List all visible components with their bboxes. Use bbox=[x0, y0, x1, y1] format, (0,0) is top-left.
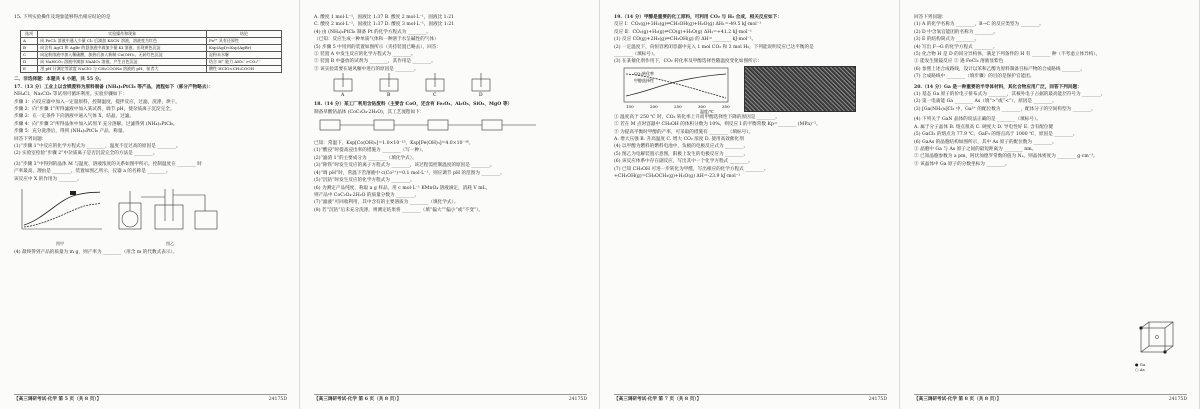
page-footer bbox=[614, 394, 887, 403]
figure-solubility-graph bbox=[14, 185, 106, 247]
apparatus-label: D bbox=[479, 93, 483, 98]
text-line: 则产品中 CoC₂O₄·2H₂O 的质量分数为 ________。 bbox=[314, 192, 420, 198]
table-cell: 酸性 HClO<CH₃COOH bbox=[207, 66, 282, 73]
text-line: ③ 为提高平衡时甲醇的产率，可采取的措施有 ________（填标号）。 bbox=[614, 129, 754, 135]
table-cell: 结合 H⁺ 能力 AlO₂⁻>CO₃²⁻ bbox=[207, 59, 282, 66]
x-axis-label: 温度/℃ bbox=[700, 108, 714, 114]
text-line: 反应 Ⅱ：CO₂(g)+H₂(g)⇌CO(g)+H₂O(g) ΔH₂=+41.2 kJ·mol⁻¹ bbox=[614, 29, 752, 35]
table-cell: A bbox=[21, 38, 38, 45]
legend-entry: CO₂转化率 bbox=[634, 70, 654, 76]
x-tick-label: 350 bbox=[722, 103, 730, 109]
footer-code: 24175D bbox=[868, 397, 887, 402]
blank-line bbox=[14, 24, 287, 27]
figure-apparatus bbox=[115, 185, 225, 247]
text-line: (6) 该反应体系中存在副反应，写出其中一个化学方程式 ________。 bbox=[614, 159, 753, 165]
text-line: ① 晶胞中 Ga 与 As 原子之间的最短距离为 ________ nm。 bbox=[914, 146, 1037, 152]
figure-row bbox=[14, 183, 287, 249]
table-row bbox=[21, 45, 282, 52]
table-cell: B bbox=[21, 45, 38, 52]
table-cell: 淀粉未水解 bbox=[207, 52, 282, 59]
text-line: ① 能发生银镜反应 ② 遇 FeCl₃ 溶液显紫色 bbox=[914, 59, 1004, 65]
text-line: A. 增大压强 B. 升高温度 C. 增大 CO₂ 浓度 D. 使用高效催化剂 bbox=[614, 137, 744, 143]
exam-page-8 bbox=[900, 0, 1200, 409]
process-flow-diagram bbox=[314, 116, 587, 140]
conversion-chart bbox=[614, 66, 734, 114]
apparatus-b bbox=[380, 73, 398, 97]
apparatus-c bbox=[426, 73, 444, 97]
text-line: 步骤 5：充分洗涤后，得到 (NH₄)₂PtCl₆ 产品，称量。 bbox=[14, 129, 128, 135]
table-cell: D bbox=[21, 59, 38, 66]
text-line: 回答下列问题： bbox=[914, 15, 947, 20]
figure-caption: 图甲 bbox=[56, 241, 64, 247]
text-line: (5)“沉钴”时发生反应的化学方程式为 ________。 bbox=[314, 178, 415, 184]
apparatus-a bbox=[334, 73, 352, 97]
table-cell: C bbox=[21, 52, 38, 59]
text-line: ① 温度高于 250 ℃ 时，CO₂ 转化率上升而甲醇选择性下降的原因是 ________。 bbox=[614, 114, 780, 120]
text-line: ③ 该晶体中 Ga 原子的分数坐标为 ________。 bbox=[914, 161, 1010, 167]
text-line: A. 属于分子晶体 B. 熔点很高 C. 硬度大 D. 导电性好 E. 含有配位键 bbox=[914, 124, 1054, 130]
text-line: (3)“步骤 3”中得到的晶体 M 与温度、溶液浓度的关系如图甲所示，控制温度在 ________ 时 bbox=[14, 161, 202, 167]
table-header: 选项 bbox=[21, 31, 38, 38]
text-line: (4) 以甲醇为燃料的燃料电池中，负极的电极反应式为 ________。 bbox=[614, 144, 749, 150]
table-header-row bbox=[21, 31, 282, 38]
text-line: (5) 图乙为电解装置示意图，阳极上发生的电极反应为 ________。 bbox=[614, 151, 749, 157]
x-tick-label: 150 bbox=[626, 103, 634, 109]
text-line: （已知：反应生成一种单质气体和一种溶于水呈碱性的气体） bbox=[314, 37, 439, 43]
text-line: (1)“酸浸”时提高浸出率的措施为 ________（写一种）。 bbox=[314, 148, 427, 154]
text-line: (4) 由 (NH₄)₂PtCl₆ 制备 Pt 的化学方程式为 ________。 bbox=[314, 29, 431, 35]
apparatus-d bbox=[472, 73, 490, 97]
text-line: 步骤 1：向反应器中加入一定量原料，控制温度，搅拌反应，过滤，洗涤，烘干。 bbox=[14, 99, 180, 105]
text-line: (6) GaAs 的晶胞结构如图所示，其中 As 原子的配位数为 ________。 bbox=[914, 139, 1057, 145]
text-line: (4) 下列关于 GaN 晶体的说法正确的是 ________（填标号）。 bbox=[914, 117, 1041, 123]
text-line: (5) 化合物 H 是 D 的同分异构体，满足下列条件的 H 有 ________ 种（不考虑立体异构）。 bbox=[914, 52, 1101, 58]
text-line: (4) 写出 F→G 的化学方程式 ________。 bbox=[914, 44, 998, 50]
text-line: 步骤 2：向“步骤 1”所得滤液中加入某试剂，调节 pH，使杂质离子沉淀完全。 bbox=[14, 107, 175, 113]
text-line: +CH₃OH(g)=CH₃OCH₃(g)+H₂O(g) ΔH=-23.9 kJ·mol⁻¹ bbox=[614, 174, 741, 180]
text-line: 已知：常温下，Ksp[Co(OH)₂]=1.0×10⁻¹⁵，Ksp[Fe(OH)₃]=4.0×10⁻³⁸。 bbox=[314, 141, 474, 147]
micrograph-image bbox=[744, 66, 856, 112]
table-cell: 向含有 AgCl 和 AgBr 的悬浊液中滴加少量 KI 溶液，出现黄色沉淀 bbox=[38, 45, 207, 52]
table-row bbox=[21, 38, 282, 45]
text-line: (3) [Ga(NH₃)₆]Cl₃ 中，Ga³⁺ 的配位数为 ________，配体分子的空间构型为 ________。 bbox=[914, 106, 1096, 112]
text-line: ________（填标号）。 bbox=[614, 52, 658, 58]
text-line: (3) E 的结构简式为 ________。 bbox=[914, 37, 980, 43]
text-line: A. 酸度 1 mol·L⁻¹，固液比 1:37 B. 酸度 2 mol·L⁻¹，固液比 1:21 bbox=[314, 15, 455, 20]
text-line: ③ 该实验需要在通风橱中进行的原因是 ________。 bbox=[314, 66, 419, 72]
apparatus-label: A bbox=[341, 93, 345, 98]
text-line: 制备草酸钴晶体 (CoC₂O₄·2H₂O)，其工艺流程如下： bbox=[314, 109, 425, 115]
table-header: 实验操作和现象 bbox=[38, 31, 207, 38]
figure-caption: 图乙 bbox=[166, 241, 175, 247]
exam-page-7 bbox=[600, 0, 900, 409]
text-line: (6) 为测定产品纯度，称取 a g 样品，用 c mol·L⁻¹ KMnO₄ 溶液滴定，消耗 V mL， bbox=[314, 185, 491, 191]
text-line: (1) A 的化学名称为 ________，B→C 的反应类型为 ________。 bbox=[914, 22, 1044, 28]
text-line: ② 装置 B 中盛放的试剂为 ________，其作用是 ________。 bbox=[314, 59, 436, 65]
table-cell: Fe²⁺ 具有还原性 bbox=[207, 38, 282, 45]
text-line: ① 装置 A 中发生反应的化学方程式为 ________。 bbox=[314, 52, 416, 58]
text-line: 产率最高，理由是 ________，装置如图乙所示，仪器 a 的名称是 ________。 bbox=[14, 169, 171, 175]
page-footer bbox=[914, 394, 1187, 403]
text-line: 17.（13 分）工业上以含镁废料为原料制备 (NH₄)₂PtCl₆ 等产品，流程如下（部分产物略去）： bbox=[14, 84, 214, 90]
text-line: (3)“除铁”时发生反应的离子方程式为 ________，该过程需控制温度的原因是 ________。 bbox=[314, 163, 495, 169]
footer-label: 【高三调研考试·化学 第 7 页（共 8 页）】 bbox=[614, 397, 702, 402]
text-line: (1) 基态 Ga 原子的价电子排布式为 ________，其核外电子占据的最高能层符号为 ________。 bbox=[914, 92, 1106, 98]
text-line: (8) 若“沉钴”后未充分洗涤，则测定结果将 ________（填“偏大”“偏小”或“不变”）。 bbox=[314, 207, 484, 213]
text-line: (2) 第一电离能 Ga ________ As（填“>”或“<”），原因是 ________。 bbox=[914, 99, 1057, 105]
text-line: (4)“调 pH”时，常温下若溶液中 c(Co²⁺)=0.1 mol·L⁻¹，则应调节 pH 的范围为 ________。 bbox=[314, 170, 505, 176]
footer-code: 24175D bbox=[1168, 397, 1187, 402]
text-line: 18.（14 分）某工厂利用含钴废料（主要含 CoO，还含有 Fe₂O₃、Al₂O₃、SiO₂、MgO 等） bbox=[314, 102, 513, 108]
text-line: (1) 反应 CO(g)+2H₂(g)⇌CH₃OH(g) 的 ΔH=________ kJ·mol⁻¹。 bbox=[614, 37, 757, 43]
text-line: (2) 实验室检验“步骤 2”中杂质离子是否沉淀完全的方法是 ________。 bbox=[14, 151, 158, 157]
text-line: ② 已知晶胞参数为 a pm，阿伏加德罗常数的值为 Nₐ，则晶体密度为 ________ g·cm⁻³。 bbox=[914, 154, 1098, 160]
text-line: (7) 合成路线中 ________（填步骤）的目的是保护官能团。 bbox=[914, 74, 1035, 80]
text-line: (7)“滤液”可回收利用，其中含有的主要溶质为 ________（填化学式）。 bbox=[314, 200, 459, 206]
x-tick-label: 200 bbox=[650, 103, 658, 109]
page-footer bbox=[314, 394, 587, 403]
crystal-legend-entry: ● Ga bbox=[1135, 362, 1146, 367]
text-line: (2) 一定温度下，向恒容密闭容器中充入 1 mol CO₂ 和 3 mol H₂，下列能说明反应已达平衡的是 bbox=[614, 44, 814, 50]
figure-row bbox=[614, 66, 887, 114]
text-line: (5) GaCl₃ 的熔点为 77.9 ℃，GaF₃ 的熔点高于 1000 ℃，原因是 ________。 bbox=[914, 132, 1078, 138]
exam-page-5 bbox=[0, 0, 300, 409]
text-line: (2) D 中含氧官能团的名称为 ________。 bbox=[914, 29, 998, 35]
text-line: 反应 Ⅰ：CO₂(g)+3H₂(g)⇌CH₃OH(g)+H₂O(g) ΔH₁=-49.5 kJ·mol⁻¹ bbox=[614, 22, 762, 28]
table-row bbox=[21, 52, 282, 59]
text-line: 19.（14 分）甲醇是重要的化工原料，可利用 CO₂ 与 H₂ 合成，相关反应如下： bbox=[614, 15, 782, 20]
text-line: C. 酸度 2 mol·L⁻¹，固液比 1:37 D. 酸度 3 mol·L⁻¹，固液比 1:21 bbox=[314, 22, 455, 28]
table-cell: 向 FeCl₂ 溶液中通入少量 Cl₂ 后滴加 KSCN 溶液，溶液变为红色 bbox=[38, 38, 207, 45]
exam-page-6 bbox=[300, 0, 600, 409]
footer-label: 【高三调研考试·化学 第 5 页（共 8 页）】 bbox=[14, 397, 102, 402]
footer-label: 【高三调研考试·化学 第 8 页（共 8 页）】 bbox=[914, 397, 1002, 402]
footer-label: 【高三调研考试·化学 第 6 页（共 8 页）】 bbox=[314, 397, 402, 402]
footer-code: 24175D bbox=[268, 397, 287, 402]
text-line: (3) 在某催化剂作用下，CO₂ 转化率及甲醇选择性随温度变化如图所示： bbox=[614, 59, 762, 65]
text-line: (4) 最终得到产品的质量为 m g，则产率为 ________（用含 m 的代数式表示）。 bbox=[14, 250, 178, 256]
crystal-cell-figure bbox=[1135, 318, 1183, 372]
experiment-table bbox=[20, 30, 282, 73]
table-cell: E bbox=[21, 66, 38, 73]
table-cell: Ksp(AgI)<Ksp(AgBr) bbox=[207, 45, 282, 52]
text-line: 步骤 3：在一定条件下向溶液中通入气体 X，结晶，过滤。 bbox=[14, 114, 134, 120]
footer-code: 24175D bbox=[568, 397, 587, 402]
text-line: ② 若在 M 点时容器中 CH₃OH 的体积分数为 10%，则反应 Ⅰ 的平衡常数 Kp=________ (MPa)⁻²。 bbox=[614, 122, 821, 128]
apparatus-label: B bbox=[387, 93, 391, 98]
text-line: NH₄Cl、Na₂CO₃ 等试剂可循环利用。实验步骤如下： bbox=[14, 92, 127, 98]
x-tick-label: 300 bbox=[698, 103, 706, 109]
table-cell: 向淀粉溶液中加入稀硫酸，加热后加入新制 Cu(OH)₂，无砖红色沉淀 bbox=[38, 52, 207, 59]
legend-entry: 甲醇选择性 bbox=[634, 77, 654, 83]
text-line: 二、非选择题：本题共 4 小题，共 55 分。 bbox=[14, 77, 104, 83]
text-line: 步骤 4：向“步骤 3”所得晶体中加入试剂 Y 充分溶解，过滤得到 (NH₄)₂PtCl₆。 bbox=[14, 121, 178, 127]
crystal-legend-entry: ○ As bbox=[1135, 367, 1145, 372]
text-line: (6) 参照上述合成路线，设计以苯和乙醇为原料制备目标产物的合成路线 ________。 bbox=[914, 66, 1086, 72]
table-row bbox=[21, 66, 282, 73]
text-line: 回答下列问题： bbox=[14, 136, 47, 142]
page-footer bbox=[14, 394, 287, 403]
figure-apparatus-row bbox=[314, 73, 587, 101]
text-line: (7) 已知 CH₃OH 可进一步转化为甲醛，写出相应的化学方程式 ________。 bbox=[614, 166, 769, 172]
text-line: 该反应中 X 的作用为 ________。 bbox=[14, 176, 82, 182]
x-tick-label: 250 bbox=[674, 103, 682, 109]
table-header: 结论 bbox=[207, 31, 282, 38]
table-row bbox=[21, 59, 282, 66]
text-line: 20.（14 分）Ga 是一种重要的半导体材料，其化合物应用广泛，回答下列问题： bbox=[914, 84, 1082, 90]
apparatus-label: C bbox=[433, 93, 437, 98]
text-line: 15. 下列实验操作及现象能够得出相应结论的是 bbox=[14, 15, 111, 20]
table-cell: 向 NaHCO₃ 溶液中滴加 NaAlO₂ 溶液，产生白色沉淀 bbox=[38, 59, 207, 66]
text-line: (5) 步骤 5 中用到的装置如图所示（夹持装置已略去），回答： bbox=[314, 44, 441, 50]
text-line: (1)“步骤 1”中反应的化学方程式为 ________，温度不宜过高的原因是 ________。 bbox=[14, 144, 181, 150]
text-line: (2)“滤渣 1”的主要成分为 ________（填化学式）。 bbox=[314, 155, 417, 161]
table-cell: 用 pH 计测定等浓度 NaClO 与 CH₃COONa 溶液的 pH，前者大 bbox=[38, 66, 207, 73]
